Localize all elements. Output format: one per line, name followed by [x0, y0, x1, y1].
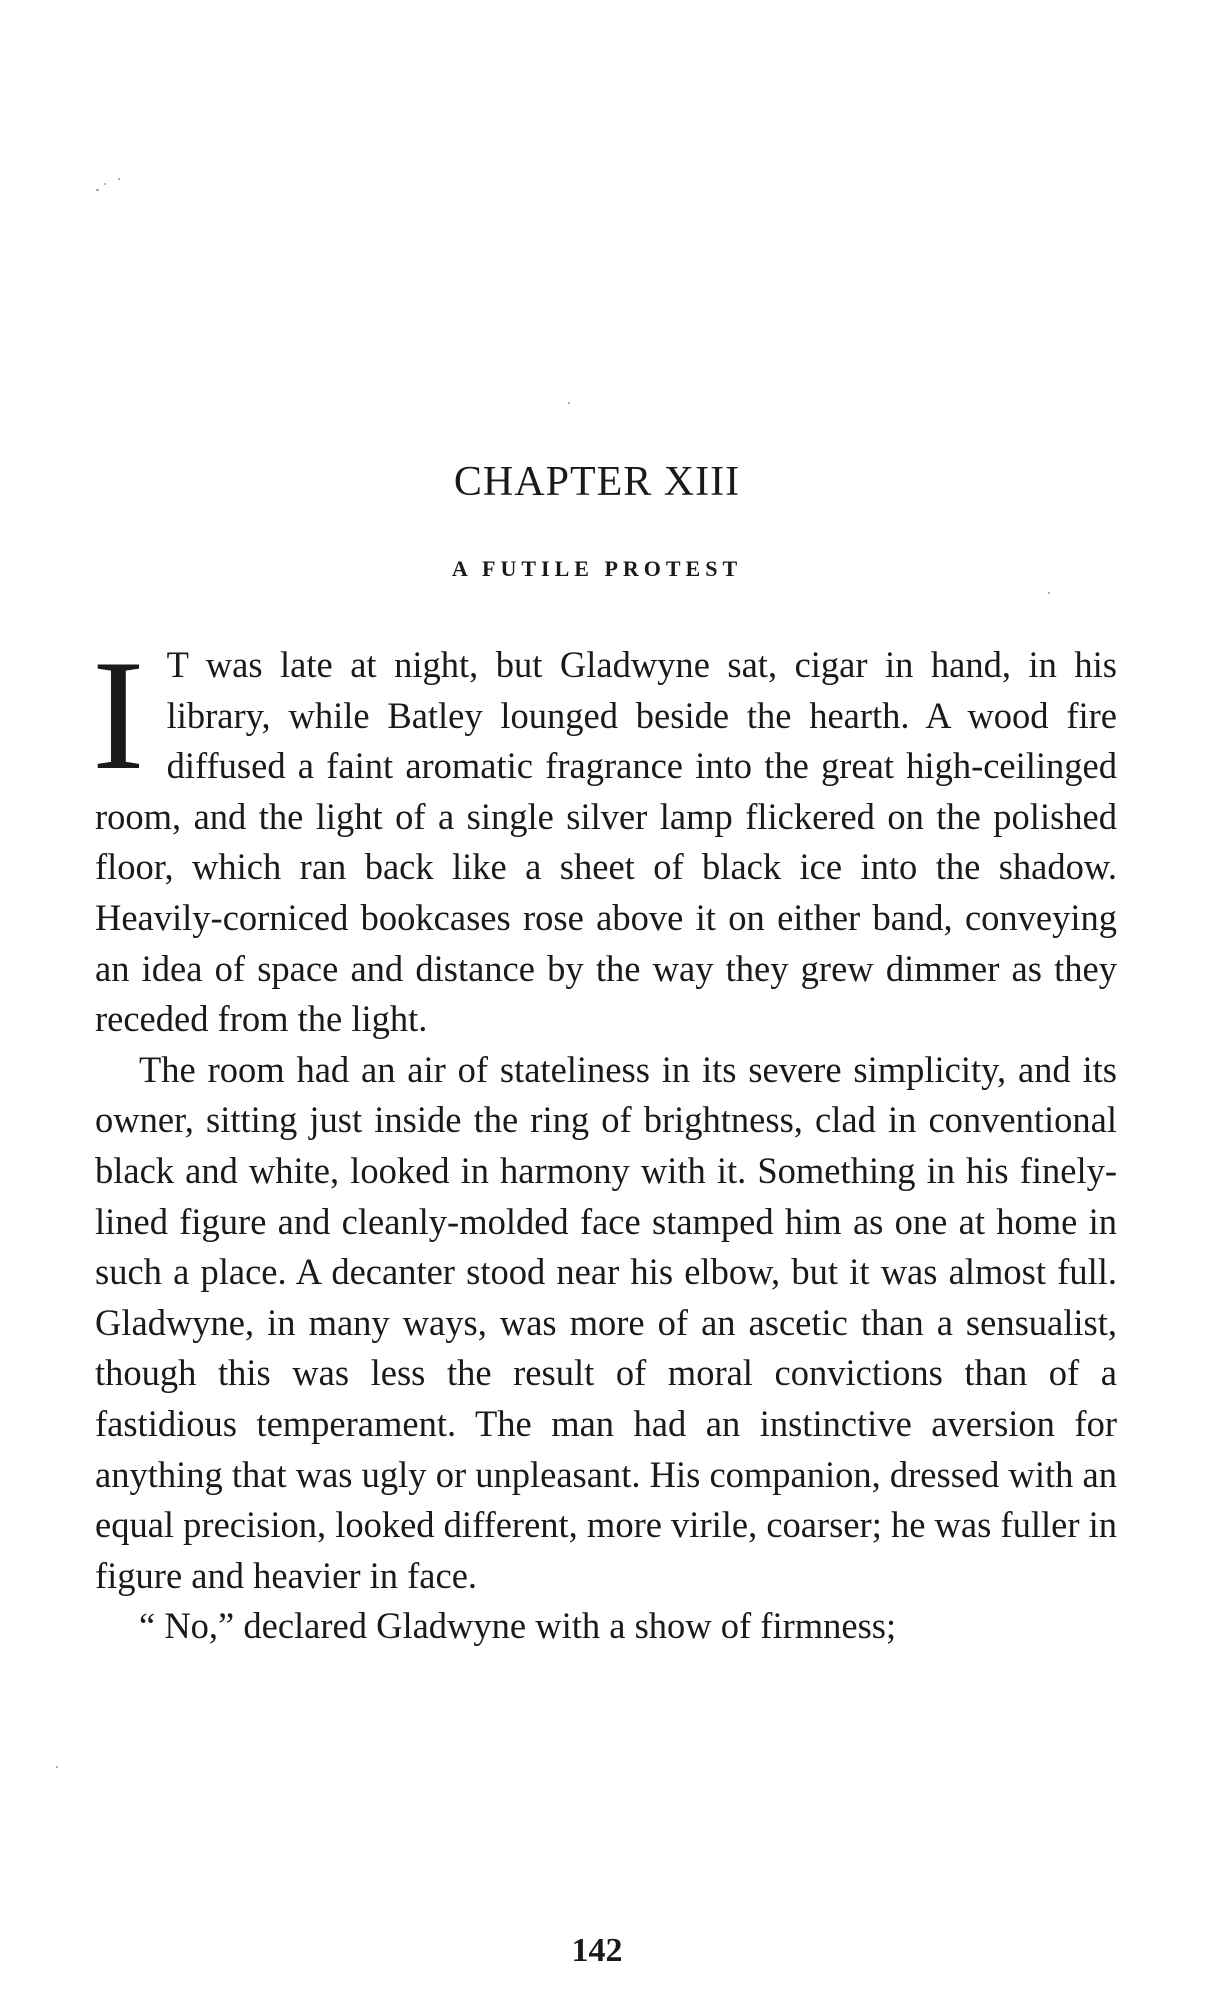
- print-speck: [96, 189, 99, 191]
- print-speck: [1048, 592, 1050, 594]
- chapter-subtitle: A FUTILE PROTEST: [451, 556, 743, 581]
- drop-cap: I: [92, 628, 145, 803]
- print-speck: [56, 1766, 58, 1768]
- print-speck: [118, 178, 120, 180]
- print-speck: [568, 402, 570, 404]
- paragraph: “ No,” declared Gladwyne with a show of firmness;: [139, 1605, 897, 1647]
- page-number: 142: [571, 1932, 623, 1969]
- print-speck: [104, 183, 106, 185]
- paragraph-opening: [92, 628, 1117, 1045]
- chapter-title: CHAPTER XIII: [453, 459, 741, 505]
- paragraph: The room had an air of stateliness in its severe simplicity, and its owner, sitting just inside the ring of brightness, clad in conventional black and white, looked in harmony with it. Something in his finely-lined figure and cleanly-molded face stamped him as one at home in such a place. A decanter stood near his elbow, but it was almost full. Gladwyne, in many ways, was more of an ascetic than a sensualist, though this was less the result of moral convictions than of a fastidious temperament. The man had an instinctive aversion for anything that was ugly or unpleasant. His companion, dressed with an equal precision, looked different, more virile, coarser; he was fuller in figure and heavier in face.: [95, 1048, 1117, 1596]
- paragraph-text: T was late at night, but Gladwyne sat, cigar in hand, in his library, while Batley lounged beside the hearth. A wood fire diffused a faint aromatic fragrance into the great high-ceilinged room, and the light of a single silver lamp flickered on the polished floor, which ran back like a sheet of black ice into the shadow. Heavily-corniced bookcases rose above it on either band, conveying an idea of space and distance by the way they grew dimmer as they receded from the light.: [95, 644, 1117, 1040]
- body-text: [92, 628, 1117, 1652]
